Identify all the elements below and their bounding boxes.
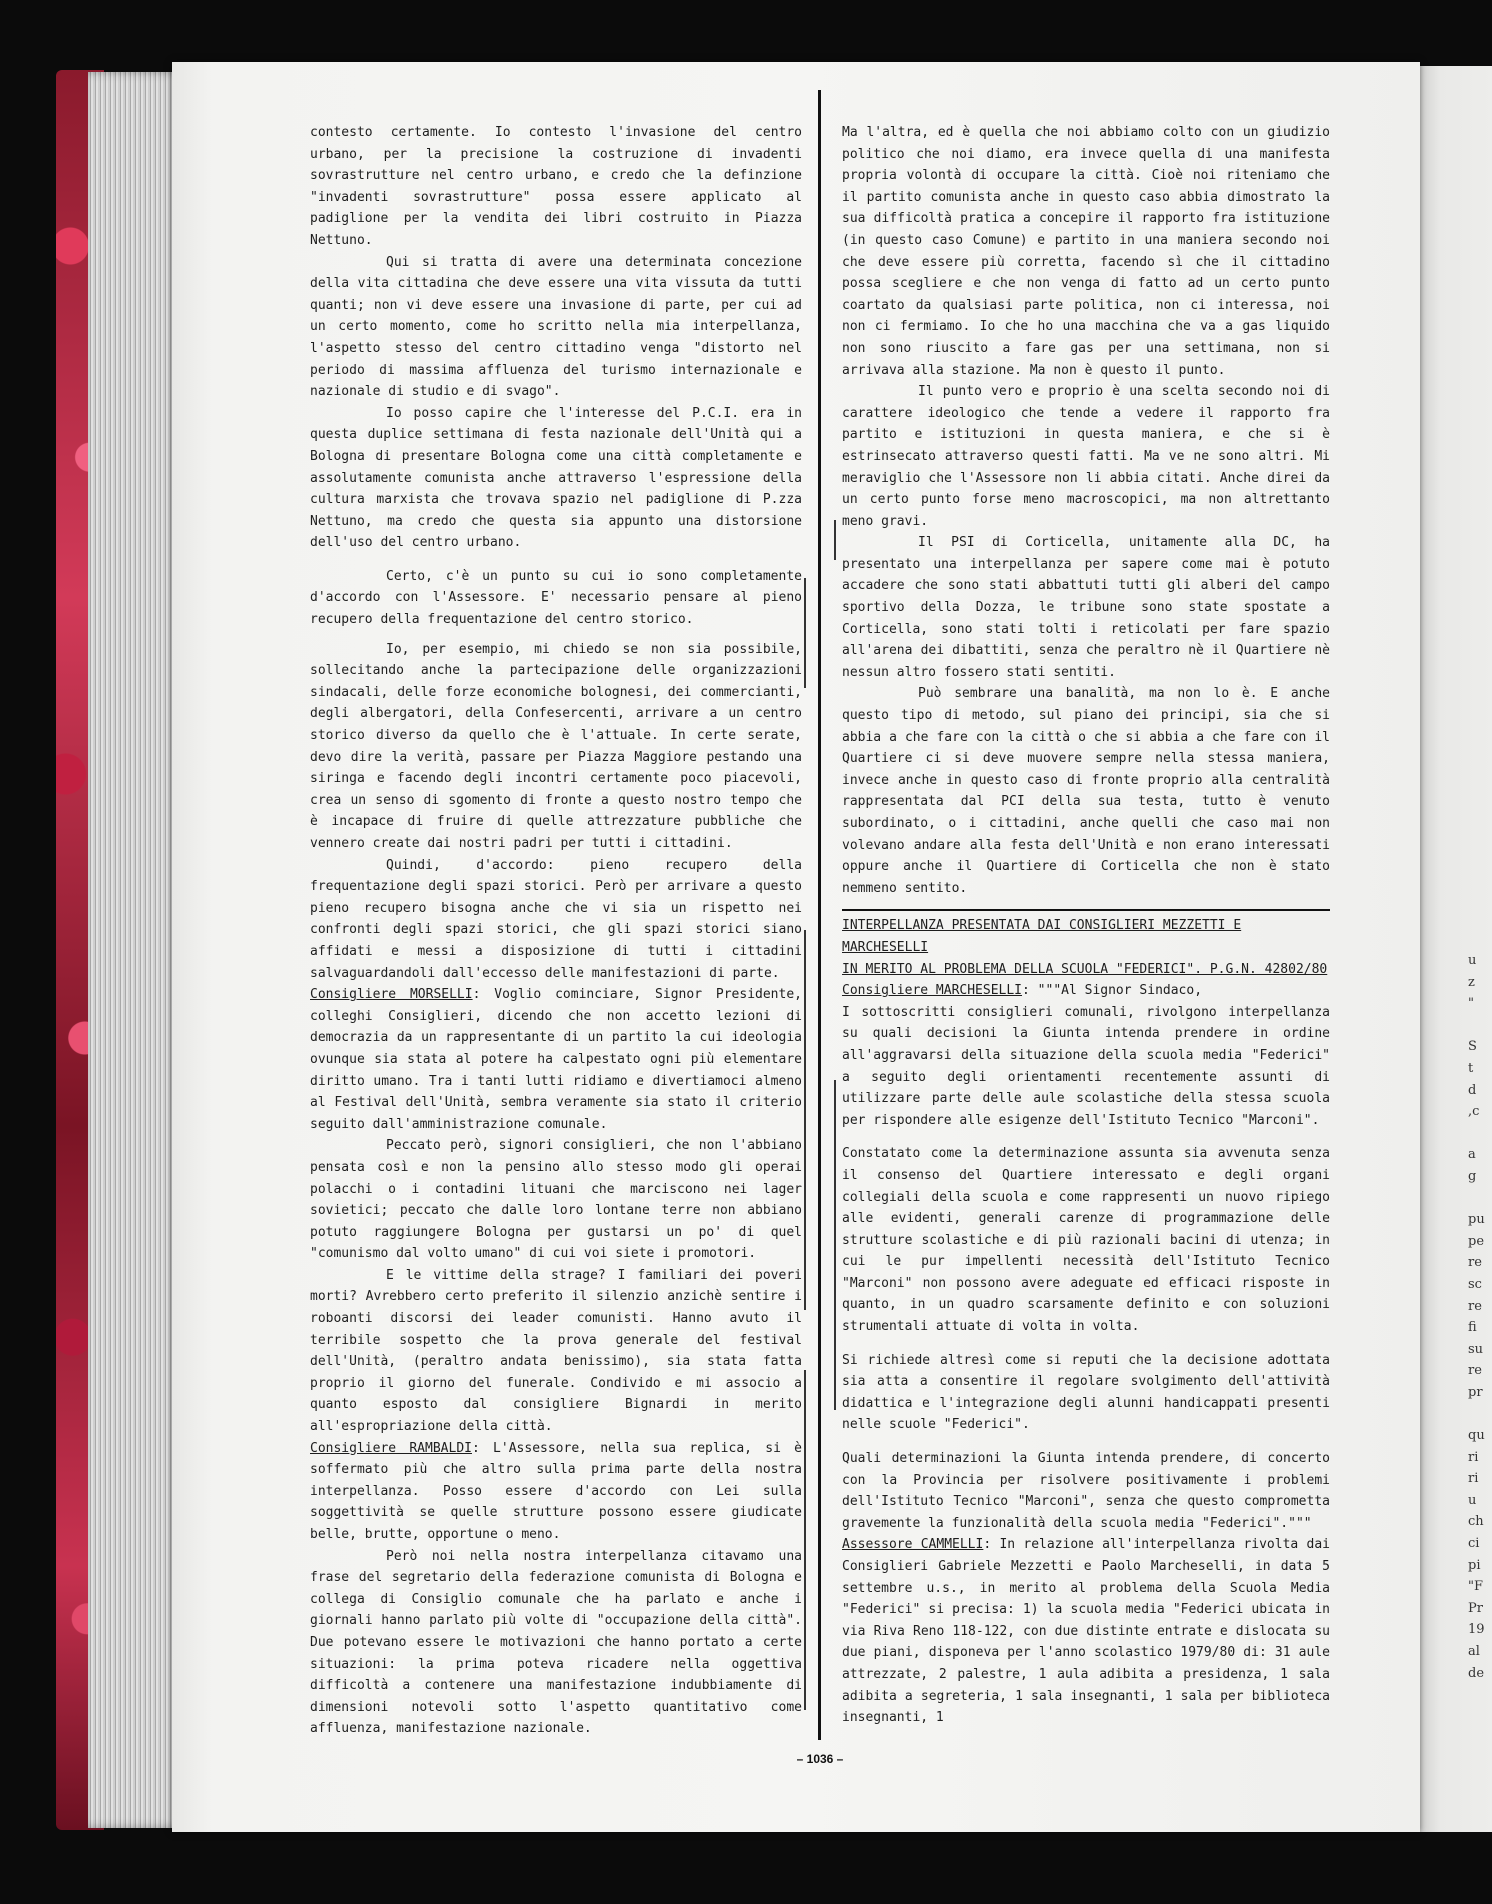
edge-fragment xyxy=(1468,1403,1492,1425)
margin-mark xyxy=(804,1370,806,1710)
paragraph xyxy=(310,252,802,403)
interpellation-heading xyxy=(842,915,1330,980)
paragraph-text: Certo, c'è un punto su cui io sono completamente d'accordo con l'Assessore. E' necessario pensare al pieno recupero della frequentazione del centro storico. xyxy=(310,568,802,628)
edge-fragment: sc xyxy=(1468,1276,1482,1292)
paragraph-text: Quindi, d'accordo: pieno recupero della frequentazione degli spazi storici. Però per arrivare a questo pieno recupero bisogna anche che vi sia un rispetto nei confronti degli spazi storici, che gli spazi storici siano affidati e messi a disposizione di tutti i cittadini salvaguardandoli dall'eccesso delle manifestazioni di parte. xyxy=(310,857,802,981)
margin-mark xyxy=(804,930,806,1310)
edge-fragment: 19 xyxy=(1468,1622,1485,1638)
edge-fragment: re xyxy=(1468,1255,1482,1271)
paragraph-text: Peccato però, signori consiglieri, che non l'abbiano pensata così e non la pensino allo stesso modo gli operai polacchi o i contadini lituani che marciscono nei lager sovietici; peccato che dalle loro lontane terre non abbiano potuto raggiungere Bologna per gustarsi un po' di quel "comunismo dal volto umano" di cui voi siete i promotori. xyxy=(310,1138,802,1262)
edge-fragment: ci xyxy=(1468,1536,1480,1552)
heading-line: INTERPELLANZA PRESENTATA DAI CONSIGLIERI MEZZETTI E MARCHESELLI xyxy=(842,918,1242,955)
edge-fragment: pe xyxy=(1468,1233,1485,1249)
edge-fragment: d xyxy=(1468,1082,1477,1098)
paragraph-text: Io, per esempio, mi chiedo se non sia possibile, sollecitando anche la partecipazione delle organizzazioni sindacali, delle forze economiche bolognesi, dei commercianti, degli albergatori, della Confesercenti, arrivare a un centro storico diverso da quello che è l'attuale. In certe serate, devo dire la verità, passare per Piazza Maggiore pestando una siringa e facendo degli incontri certamente poco piacevoli, crea un senso di sgomento di fronte a questo nostro tempo che è incapace di fruire di quelle attrezzature pubbliche che vennero create dai nostri padri per tutti i cittadini. xyxy=(310,641,802,851)
paragraph-text: Quali determinazioni la Giunta intenda prendere, di concerto con la Provincia per risolvere positivamente i problemi dell'Istituto Tecnico "Marconi", senza che questo comprometta gravemente la funzionalità della scuola media "Federici".""" xyxy=(842,1451,1330,1531)
edge-fragment: de xyxy=(1468,1665,1485,1681)
paragraph xyxy=(310,855,802,985)
column-divider xyxy=(818,90,821,1740)
speaker-name: Assessore CAMMELLI xyxy=(842,1537,984,1553)
edge-fragment: re xyxy=(1468,1298,1482,1314)
edge-fragment: re xyxy=(1468,1363,1482,1379)
edge-fragment xyxy=(1468,1123,1492,1145)
next-page-edge-text xyxy=(1468,950,1492,1684)
edge-fragment: ri xyxy=(1468,1449,1479,1465)
paragraph xyxy=(842,1143,1330,1337)
paragraph xyxy=(842,381,1330,532)
edge-fragment: pi xyxy=(1468,1557,1481,1573)
page-number: – 1036 – xyxy=(796,1752,844,1766)
paragraph-text: Il punto vero e proprio è una scelta secondo noi di carattere ideologico che tende a vedere il rapporto fra partito e istituzioni in questa maniera, e che si è estrinsecato attraverso questi fatti. Ma ve ne sono altri. Mi meraviglio che l'Assessore non li abbia citati. Anche direi da un certo punto forse meno macroscopici, ma non altrettanto meno gravi. xyxy=(842,384,1330,529)
edge-fragment: t xyxy=(1468,1060,1474,1076)
paragraph xyxy=(310,1135,802,1265)
paragraph xyxy=(310,639,802,855)
margin-mark xyxy=(834,520,836,560)
margin-mark xyxy=(804,578,806,688)
paragraph-text: Io posso capire che l'interesse del P.C.I. era in questa duplice settimana di festa nazionale dell'Unità qui a Bologna di presentare Bologna come una città completamente e assolutamente comunista anche attraverso l'espressione della cultura marxista che trovava spazio nel padiglione di P.zza Nettuno, ma credo che questa sia appunto una distorsione dell'uso del centro urbano. xyxy=(310,405,802,551)
left-text-column xyxy=(310,122,802,1740)
paragraph xyxy=(842,980,1330,1002)
edge-fragment: g xyxy=(1468,1168,1477,1184)
paragraph-text: Può sembrare una banalità, ma non lo è. E anche questo tipo di metodo, sul piano dei principi, sia che si abbia a che fare con la città o che si abbia a che fare con il Quartiere ci si deve muovere sempre nella stessa maniera, invece anche in questo caso di fronte proprio alla centralità rappresentata dal PCI della sua testa, tutto è venuto subordinato, o i cittadini, anche quelli che caso mai non volevano andare alla festa dell'Unità e non erano interessati oppure anche il Quartiere di Corticella che non è stato nemmeno sentito. xyxy=(842,686,1330,896)
paragraph xyxy=(842,683,1330,899)
edge-fragment: u xyxy=(1468,1492,1477,1508)
paragraph-text: : In relazione all'interpellanza rivolta dai Consiglieri Gabriele Mezzetti e Paolo Marcheselli, in data 5 settembre u.s., in merito al problema della Scuola Media "Federici" si precisa: 1) la scuola media "Federici ubicata in via Riva Reno 118-122, con due distinte entrate e dislocata su due piani, disponeva per l'anno scolastico 1979/80 di: 31 aule attrezzate, 2 palestre, 1 aula adibita a presidenza, 1 sala adibita a segreteria, 1 sala insegnanti, 1 sala per biblioteca insegnanti, 1 xyxy=(842,1537,1330,1726)
speaker-name: Consigliere MORSELLI xyxy=(310,987,473,1003)
paragraph-text: Ma l'altra, ed è quella che noi abbiamo colto con un giudizio politico che noi diamo, era invece quella di una manifesta propria volontà di occupare la città. Cioè noi riteniamo che il partito comunista anche in questo caso abbia dimostrato la sua difficoltà pratica a concepire il rapporto fra istituzione (in questo caso Comune) e partito in una maniera secondo noi che deve essere più corretta, facendo sì che il cittadino possa scegliere e che non venga di fatto ad un certo punto coartato da qualsiasi parte politica, non ci interessa, noi non ci fermiamo. Io che ho una macchina che va a gas liquido non sono riuscito a fare gas per una settimana, non si arrivava alla stazione. Ma non è questo il punto. xyxy=(842,125,1330,378)
paragraph xyxy=(842,122,1330,381)
paragraph xyxy=(310,1265,802,1438)
speaker-name: Consigliere MARCHESELLI xyxy=(842,983,1023,999)
paragraph-text: Constatato come la determinazione assunta sia avvenuta senza il consenso del Quartiere interessato e degli organi collegiali della scuola e come rappresenti un nuovo ripiego alle evidenti, generali carenze di programmazione delle strutture scolastiche e di più razionali bacini di utenza; in cui le pur impellenti necessità dell'Istituto Tecnico "Marconi" non possono avere adeguate ed efficaci risposte in quanto, in un quadro scarsamente definito e con soluzioni strumentali attuate di volta in volta. xyxy=(842,1146,1330,1335)
paragraph-text: Qui si tratta di avere una determinata concezione della vita cittadina che deve essere una vita vissuta da tutti quanti; non vi deve essere una invasione di parte, per cui ad un certo momento, come ho scritto nella mia interpellanza, l'aspetto stesso del centro cittadino venga "distorto nel periodo di massima affluenza del turismo internazionale e nazionale di studio e di svago". xyxy=(310,254,802,400)
paragraph-text: : L'Assessore, nella sua replica, si è soffermato più che altro sulla prima parte della nostra interpellanza. Posso essere d'accordo con Lei sulla soggettività se quelle strutture possono essere giudicate belle, brutte, opportune o meno. xyxy=(310,1440,802,1542)
paragraph xyxy=(842,1448,1330,1534)
edge-fragment: ri xyxy=(1468,1471,1479,1487)
paragraph xyxy=(310,566,802,631)
edge-fragment: pr xyxy=(1468,1384,1483,1400)
paragraph xyxy=(842,1002,1330,1132)
edge-fragment: qu xyxy=(1468,1428,1485,1444)
heading-line: IN MERITO AL PROBLEMA DELLA SCUOLA "FEDERICI". P.G.N. 42802/80 xyxy=(842,961,1328,977)
right-column-top-text xyxy=(842,122,1330,899)
paragraph xyxy=(842,532,1330,683)
edge-fragment: ,c xyxy=(1468,1104,1480,1120)
paragraph xyxy=(310,403,802,554)
section-divider xyxy=(842,909,1330,911)
paragraph xyxy=(310,122,802,252)
paragraph-text: Però noi nella nostra interpellanza citavamo una frase del segretario della federazione comunista di Bologna e collega di Consiglio comunale che ha parlato e anche i giornali hanno parlato più volte di "occupazione della città". Due potevano essere le motivazioni che hanno portato a certe situazioni: la prima poteva ricadere nella oggettiva difficoltà a contenere una manifestazione indubbiamente di dimensioni notevoli sotto l'aspetto quantitativo come affluenza, manifestazione nazionale. xyxy=(310,1548,802,1737)
paragraph-text: Il PSI di Corticella, unitamente alla DC, ha presentato una interpellanza per sapere come mai è potuto accadere che sono stati abbattuti tutti gli alberi del campo sportivo della Dozza, le tribune sono state spostate a Corticella, sono stati tolti i reticolati per fare spazio all'arena dei dibattiti, senza che peraltro nè il Quartiere nè nessun altro fossero stati sentiti. xyxy=(842,535,1330,680)
margin-mark xyxy=(834,1080,836,1410)
book-page-edges xyxy=(88,72,184,1828)
paragraph xyxy=(842,1534,1330,1728)
paragraph xyxy=(310,984,802,1135)
edge-fragment: a xyxy=(1468,1147,1476,1163)
paragraph-text: : """Al Signor Sindaco, xyxy=(1022,983,1203,999)
right-text-column xyxy=(842,122,1330,1729)
paragraph xyxy=(842,1350,1330,1436)
paragraph-text: : Voglio cominciare, Signor Presidente, colleghi Consiglieri, dicendo che non accetto lezioni di democrazia da un rappresentante di un partito la cui ideologia ovunque sia stata al potere ha calpestato ogni più elementare diritto umano. Tra i tanti lutti ridiamo e divertiamoci almeno al Festival dell'Unità, sembra veramente sia stato il criterio seguito dall'amministrazione comunale. xyxy=(310,987,802,1132)
right-column-bottom-text xyxy=(842,980,1330,1729)
edge-fragment: fi xyxy=(1468,1320,1477,1336)
edge-fragment xyxy=(1468,1188,1492,1210)
paragraph-text: Si richiede altresì come si reputi che la decisione adottata sia atta a consentire il regolare svolgimento dell'attività didattica e l'integrazione degli alunni handicappati presenti nelle scuole "Federici". xyxy=(842,1352,1330,1433)
paragraph-text: E le vittime della strage? I familiari dei poveri morti? Avrebbero certo preferito il silenzio anzichè sentire i roboanti discorsi dei leader comunisti. Hanno avuto il terribile sospetto che la prova generale del festival dell'Unità, (peraltro andata benissimo), sia stata fatta proprio il giorno del funerale. Condivido e mi associo a quanto esposto dal consigliere Bignardi in merito all'espropriazione della città. xyxy=(310,1267,802,1435)
paragraph-text: I sottoscritti consiglieri comunali, rivolgono interpellanza su quali decisioni la Giunta intenda prendere in ordine all'aggravarsi della situazione della scuola media "Federici" a seguito degli orientamenti recentemente assunti di utilizzare parte delle aule scolastiche della stessa scuola per rispondere alle esigenze dell'Istituto Tecnico "Marconi". xyxy=(842,1004,1330,1128)
edge-fragment: Pr xyxy=(1468,1600,1483,1616)
edge-fragment: pu xyxy=(1468,1212,1485,1228)
edge-fragment: z xyxy=(1468,974,1475,990)
paragraph xyxy=(310,1438,802,1546)
edge-fragment: ch xyxy=(1468,1514,1484,1530)
edge-fragment: S xyxy=(1468,1039,1477,1055)
edge-fragment: al xyxy=(1468,1644,1480,1659)
edge-fragment: " xyxy=(1468,996,1474,1012)
paragraph-text: contesto certamente. Io contesto l'invasione del centro urbano, per la precisione la costruzione di invadenti sovrastrutture nel centro urbano, e credo che la definzione "invadenti sovrastrutture" possa essere applicato al padiglione per la vendita dei libri costruito in Piazza Nettuno. xyxy=(310,125,802,248)
edge-fragment xyxy=(1468,1015,1492,1037)
edge-fragment: su xyxy=(1468,1341,1484,1357)
speaker-name: Consigliere RAMBALDI xyxy=(310,1440,472,1456)
edge-fragment: "F xyxy=(1468,1579,1483,1595)
edge-fragment: u xyxy=(1468,953,1477,968)
paragraph xyxy=(310,1546,802,1740)
